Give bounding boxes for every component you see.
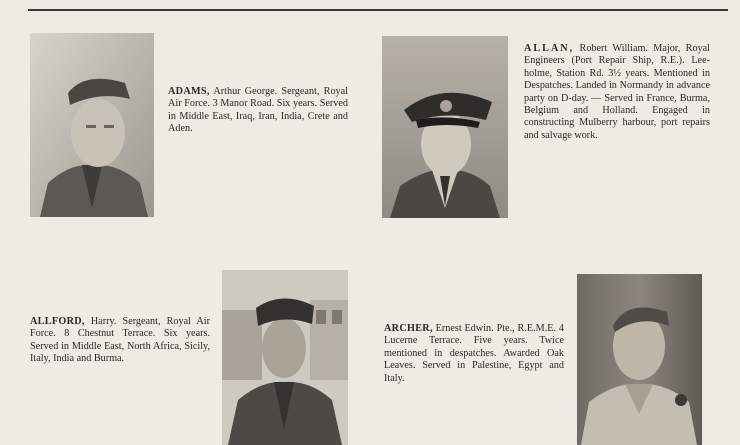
portrait-photo-allan [382,36,508,218]
portrait-photo-allford [222,270,348,445]
entry-allan [524,43,710,142]
surname-archer: ARCHER, [384,323,433,334]
details-allan: Robert William. Major, Royal Engineers (Port Repair Ship, R.E.). Lee-holme, Station Rd. 3½ years. Mentioned in Despatches. Landed in Normandy in advance party on D-day. — Served in France, Burma, Belgium and Holland. Engaged in constructing Mulberry harbour, port repairs and salvage work. [524,43,710,141]
surname-adams: ADAMS, [168,86,210,97]
details-allford: Harry. Sergeant, Royal Air Force. 8 Chestnut Terrace. Six years. Served in Middle East, North Africa, Sicily, Italy, India and Burma. [30,316,210,365]
details-archer: Ernest Edwin. Pte., R.E.M.E. 4 Lucerne Terrace. Five years. Twice mentioned in despatches. Awarded Oak Leaves. Served in Palestine, Egypt and Italy. [384,323,564,384]
surname-allford: ALLFORD, [30,316,85,327]
surname-allan: ALLAN, [524,43,575,54]
portrait-photo-archer [577,274,702,445]
portrait-photo-adams [30,33,154,217]
top-rule [28,9,728,11]
details-adams: Arthur George. Sergeant, Royal Air Force. 3 Manor Road. Six years. Served in Middle East, Iraq, Iran, India, Crete and Aden. [168,86,348,135]
entry-adams [168,86,348,136]
entry-allford [30,316,210,366]
entry-archer [384,323,564,385]
